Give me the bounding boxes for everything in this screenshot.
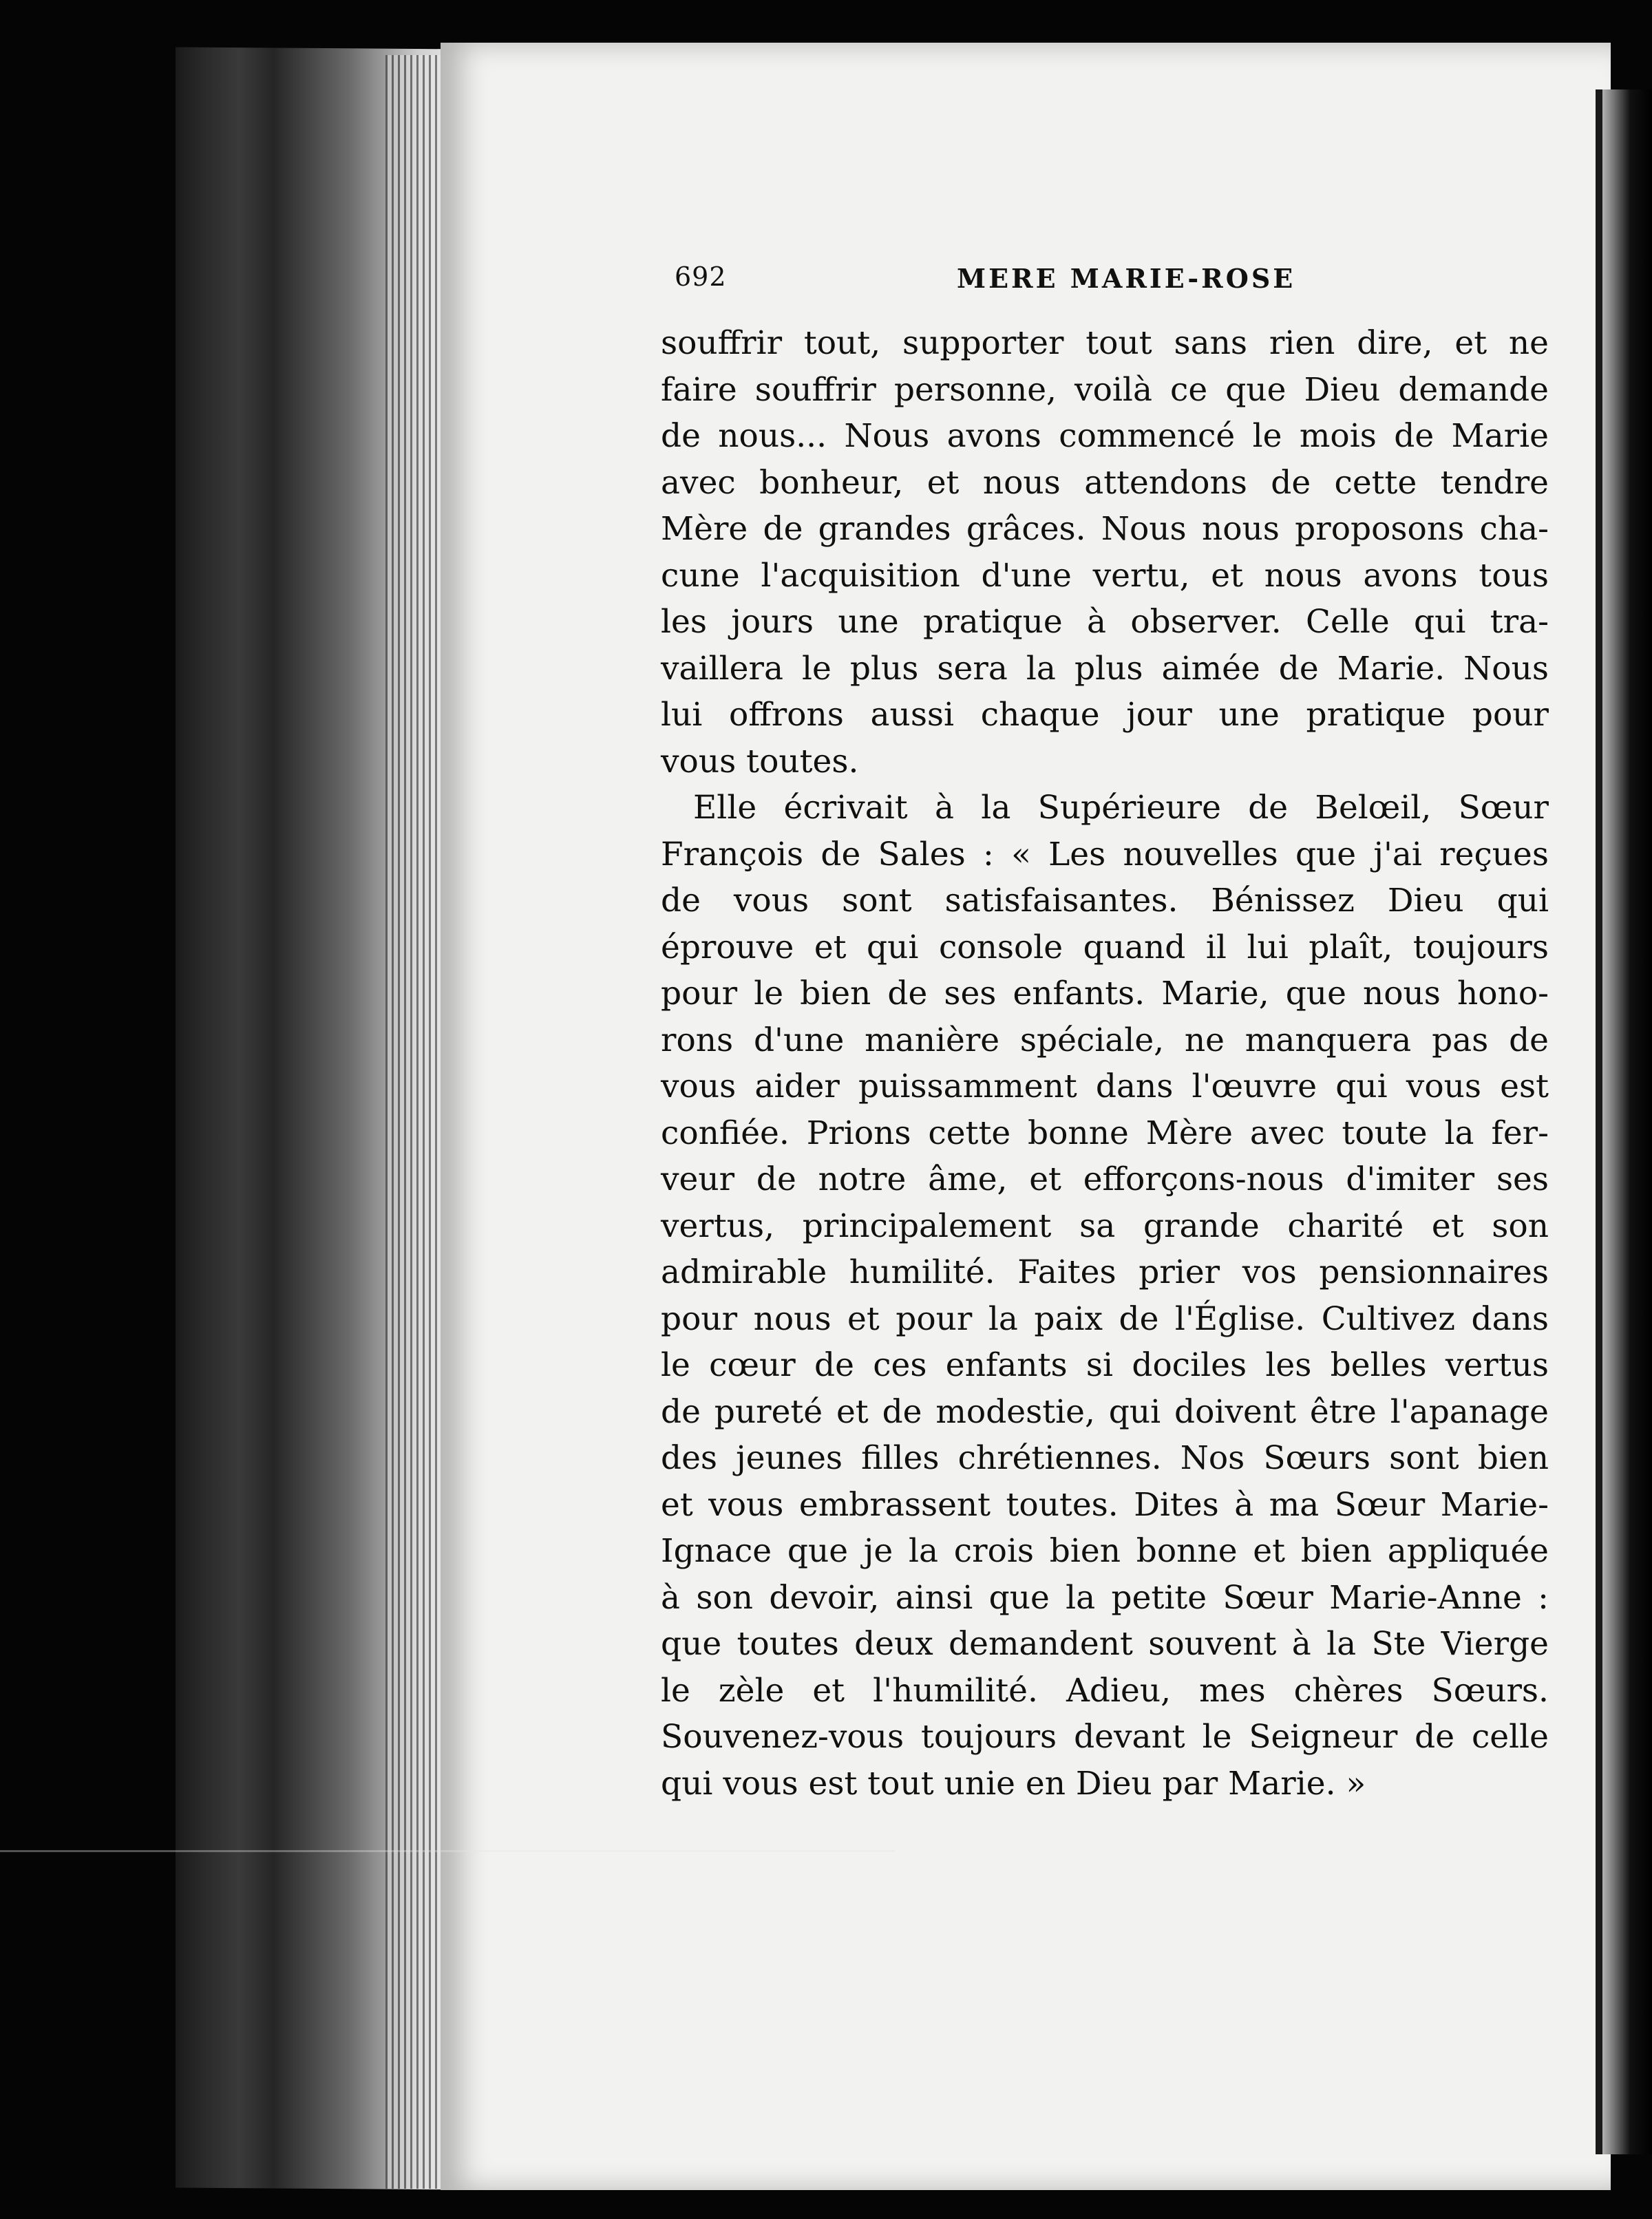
text-line: qui vous est tout unie en Dieu par Marie. »: [661, 1764, 1366, 1803]
text-line: de nous... Nous avons commencé le mois de Marie: [661, 417, 1549, 455]
text-line: vous toutes.: [661, 742, 859, 781]
text-line: éprouve et qui console quand il lui plaît, toujours: [661, 928, 1549, 966]
text-line: rons d'une manière spéciale, ne manquera pas de: [661, 1021, 1549, 1059]
text-line: Elle écrivait à la Supérieure de Belœil, Sœur: [661, 789, 1549, 827]
text-line: les jours une pratique à observer. Celle qui tra-: [661, 603, 1549, 641]
text-line: Ignace que je la crois bien bonne et bien appliquée: [661, 1532, 1549, 1570]
body-text: [661, 320, 1549, 1807]
text-line: cune l'acquisition d'une vertu, et nous avons tous: [661, 556, 1549, 595]
text-line: pour nous et pour la paix de l'Église. Cultivez dans: [661, 1299, 1549, 1338]
scan-artifact-line: [0, 1850, 895, 1852]
text-line: le cœur de ces enfants si dociles les belles vertus: [661, 1346, 1549, 1384]
text-line: vaillera le plus sera la plus aimée de Marie. Nous: [661, 649, 1549, 688]
page-number: 692: [675, 262, 727, 292]
text-line: Souvenez-vous toujours devant le Seigneur de celle: [661, 1718, 1549, 1756]
text-line: vertus, principalement sa grande charité et son: [661, 1207, 1549, 1245]
text-line: confiée. Prions cette bonne Mère avec toute la fer-: [661, 1114, 1549, 1152]
text-line: de pureté et de modestie, qui doivent être l'apanage: [661, 1392, 1549, 1431]
text-line: et vous embrassent toutes. Dites à ma Sœur Marie-: [661, 1485, 1549, 1524]
right-edge-strip: [1596, 89, 1602, 2154]
page-header: [675, 262, 1528, 303]
text-line: le zèle et l'humilité. Adieu, mes chères Sœurs.: [661, 1671, 1549, 1710]
text-line: à son devoir, ainsi que la petite Sœur Marie-Anne :: [661, 1578, 1549, 1617]
text-line: François de Sales : « Les nouvelles que j'ai reçues: [661, 835, 1549, 873]
text-line: admirable humilité. Faites prier vos pensionnaires: [661, 1253, 1549, 1291]
text-line: de vous sont satisfaisantes. Bénissez Dieu qui: [661, 882, 1549, 920]
text-line: souffrir tout, supporter tout sans rien dire, et ne: [661, 324, 1549, 362]
text-line: pour le bien de ses enfants. Marie, que nous hono-: [661, 975, 1549, 1012]
text-line: veur de notre âme, et efforçons-nous d'imiter ses: [661, 1160, 1549, 1198]
text-line: que toutes deux demandent souvent à la Ste Vierge: [661, 1625, 1549, 1663]
text-line: avec bonheur, et nous attendons de cette tendre: [661, 463, 1549, 502]
right-page-edge: [1597, 89, 1652, 2154]
text-line: des jeunes filles chrétiennes. Nos Sœurs sont bien: [661, 1439, 1549, 1477]
text-line: lui offrons aussi chaque jour une pratique pour: [661, 696, 1549, 734]
text-line: faire souffrir personne, voilà ce que Dieu demande: [661, 370, 1549, 409]
text-line: vous aider puissamment dans l'œuvre qui vous est: [661, 1068, 1549, 1105]
running-title: MERE MARIE-ROSE: [957, 263, 1296, 294]
text-line: Mère de grandes grâces. Nous nous proposons cha-: [661, 510, 1549, 548]
